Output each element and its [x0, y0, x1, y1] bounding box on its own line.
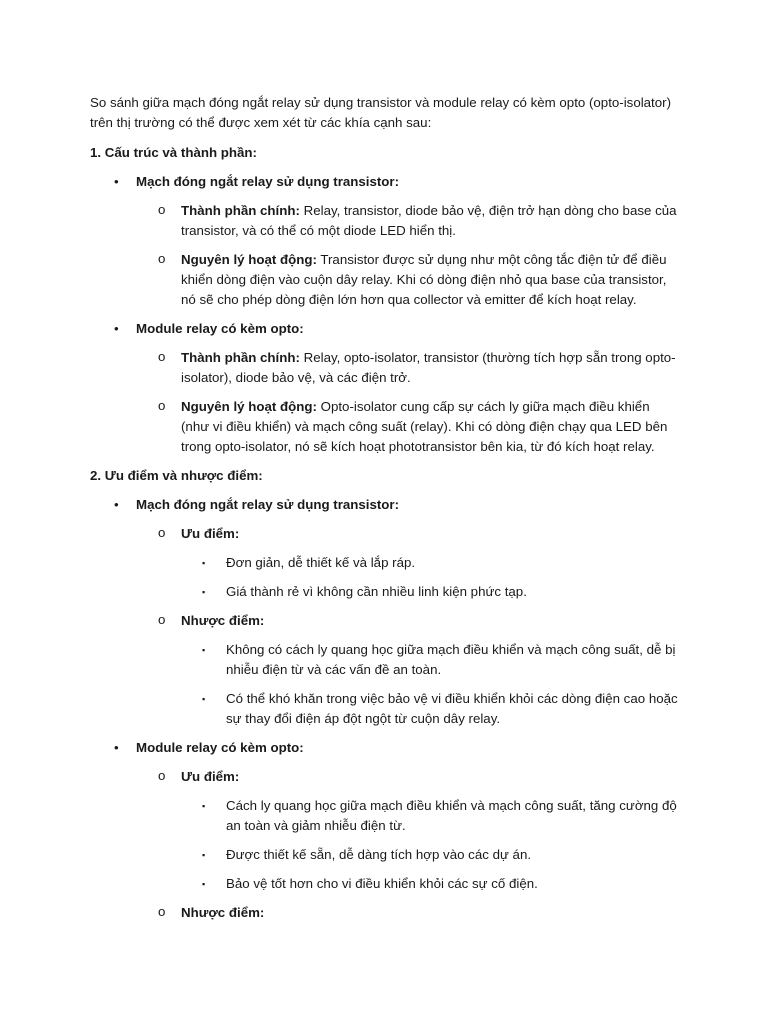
bullet-marker: •	[114, 497, 119, 512]
square-marker: ▪	[202, 850, 206, 860]
list-item-transistor-structure	[90, 172, 680, 192]
circle-marker: o	[158, 202, 166, 217]
list-item-pro	[90, 874, 680, 894]
bullet-marker: •	[114, 321, 119, 336]
list-item-opto-structure	[90, 319, 680, 339]
cons-heading	[90, 903, 680, 923]
circle-marker: o	[158, 251, 166, 266]
section-2-title: 2. Ưu điểm và nhược điểm:	[90, 468, 263, 483]
heading-opto-structure: Module relay có kèm opto:	[136, 321, 304, 336]
principle-label: Nguyên lý hoạt động:	[181, 252, 317, 267]
pros-label: Ưu điểm:	[181, 526, 240, 541]
list-item-pro	[90, 796, 680, 836]
circle-marker: o	[158, 525, 166, 540]
document-page	[90, 93, 680, 932]
con-text: Không có cách ly quang học giữa mạch điều khiển và mạch công suất, dễ bị nhiễu điện từ và các vấn đề an toàn.	[226, 642, 676, 677]
circle-marker: o	[158, 904, 166, 919]
pro-text: Được thiết kế sẵn, dễ dàng tích hợp vào các dự án.	[226, 847, 532, 862]
list-item-opto-proscons	[90, 738, 680, 758]
cons-label: Nhược điểm:	[181, 905, 265, 920]
components-text: Relay, transistor, diode bảo vệ, điện trở hạn dòng cho base của transistor, và có thể có một diode LED hiển thị.	[181, 203, 677, 238]
pro-text: Cách ly quang học giữa mạch điều khiển và mạch công suất, tăng cường độ an toàn và giảm nhiễu điện từ.	[226, 798, 677, 833]
pros-heading	[90, 524, 680, 544]
list-item-transistor-components	[90, 201, 680, 241]
heading-transistor-proscons: Mạch đóng ngắt relay sử dụng transistor:	[136, 497, 400, 512]
square-marker: ▪	[202, 879, 206, 889]
components-text: Relay, opto-isolator, transistor (thường tích hợp sẵn trong opto-isolator), diode bảo vệ, và các điện trở.	[181, 350, 676, 385]
circle-marker: o	[158, 349, 166, 364]
principle-label: Nguyên lý hoạt động:	[181, 399, 317, 414]
circle-marker: o	[158, 768, 166, 783]
pro-text: Bảo vệ tốt hơn cho vi điều khiển khỏi các sự cố điện.	[226, 876, 538, 891]
intro-paragraph: So sánh giữa mạch đóng ngắt relay sử dụng transistor và module relay có kèm opto (opto-isolator) trên thị trường có thể được xem xét từ các khía cạnh sau:	[90, 95, 672, 130]
heading-transistor-structure: Mạch đóng ngắt relay sử dụng transistor:	[136, 174, 400, 189]
list-item-opto-principle	[90, 397, 680, 457]
square-marker: ▪	[202, 645, 206, 655]
circle-marker: o	[158, 398, 166, 413]
components-label: Thành phần chính:	[181, 350, 300, 365]
list-item-con	[90, 640, 680, 680]
components-label: Thành phần chính:	[181, 203, 300, 218]
list-item-transistor-principle	[90, 250, 680, 310]
list-item-pro	[90, 582, 680, 602]
section-1-title: 1. Cấu trúc và thành phần:	[90, 145, 257, 160]
list-item-pro	[90, 553, 680, 573]
square-marker: ▪	[202, 801, 206, 811]
cons-label: Nhược điểm:	[181, 613, 265, 628]
pro-text: Đơn giản, dễ thiết kế và lắp ráp.	[226, 555, 416, 570]
list-item-pro	[90, 845, 680, 865]
circle-marker: o	[158, 612, 166, 627]
square-marker: ▪	[202, 587, 206, 597]
square-marker: ▪	[202, 694, 206, 704]
square-marker: ▪	[202, 558, 206, 568]
list-item-opto-components	[90, 348, 680, 388]
cons-heading	[90, 611, 680, 631]
list-item-con	[90, 689, 680, 729]
bullet-marker: •	[114, 174, 119, 189]
list-item-transistor-proscons	[90, 495, 680, 515]
pros-heading	[90, 767, 680, 787]
bullet-marker: •	[114, 740, 119, 755]
heading-opto-proscons: Module relay có kèm opto:	[136, 740, 304, 755]
pro-text: Giá thành rẻ vì không cần nhiều linh kiện phức tạp.	[226, 584, 527, 599]
con-text: Có thể khó khăn trong việc bảo vệ vi điều khiển khỏi các dòng điện cao hoặc sự thay đổi điện áp đột ngột từ cuộn dây relay.	[226, 691, 678, 726]
principle-text: Opto-isolator cung cấp sự cách ly giữa mạch điều khiển (như vi điều khiển) và mạch công suất (relay). Khi có dòng điện chạy qua LED bên trong opto-isolator, nó sẽ kích hoạt phototransistor bên kia, từ đó kích hoạt relay.	[181, 399, 668, 454]
principle-text: Transistor được sử dụng như một công tắc điện tử để điều khiển dòng điện vào cuộn dây relay. Khi có dòng điện nhỏ qua base của transistor, nó sẽ cho phép dòng điện lớn hơn qua collector và emitter để kích hoạt relay.	[181, 252, 667, 307]
pros-label: Ưu điểm:	[181, 769, 240, 784]
